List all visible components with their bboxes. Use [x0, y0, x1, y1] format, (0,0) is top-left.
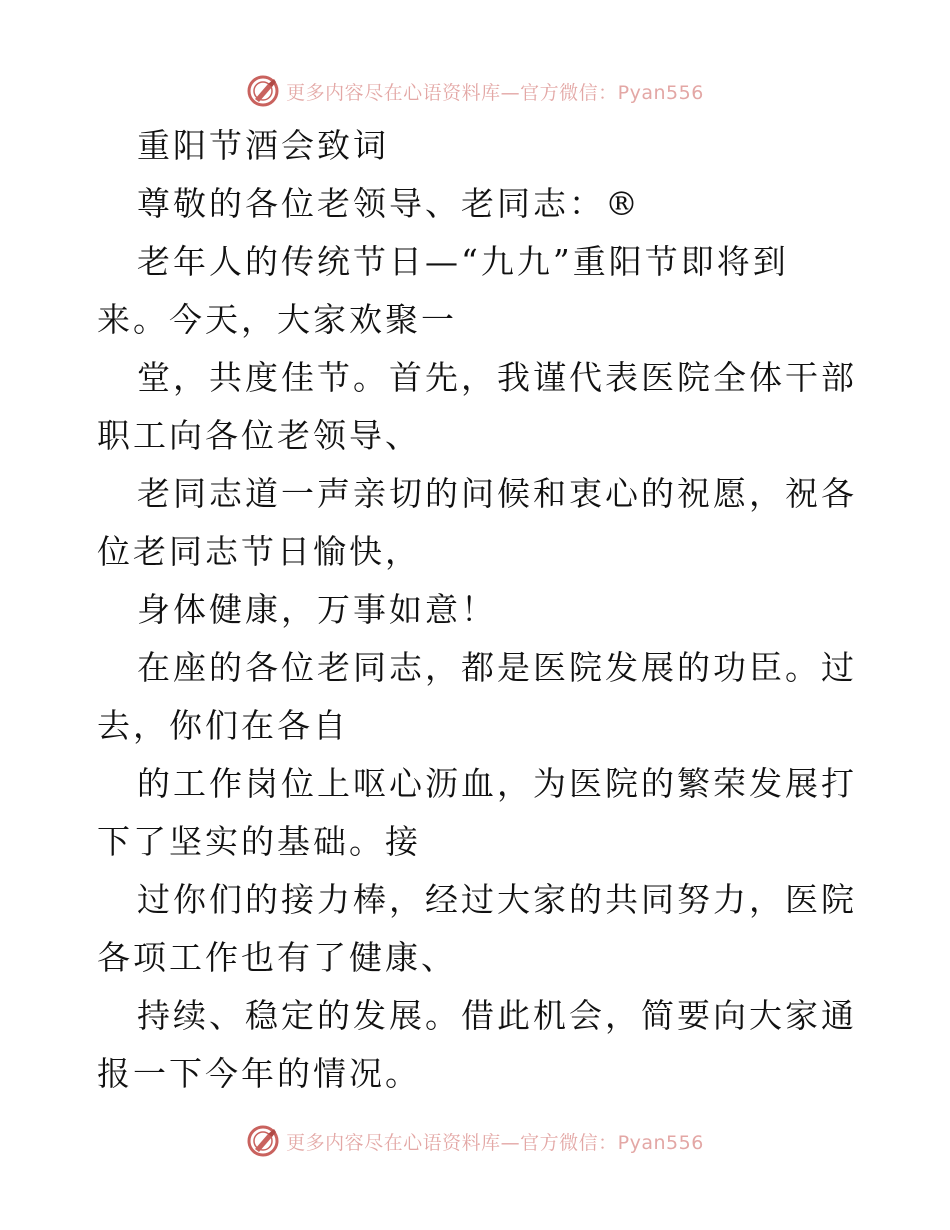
paragraph-line: 老年人的传统节日—“九九”重阳节即将到来。今天，大家欢聚一: [97, 242, 789, 339]
salutation: 尊敬的各位老领导、老同志：®: [137, 184, 641, 223]
document-body: [97, 117, 857, 1103]
pen-logo-icon: [246, 74, 280, 108]
header-watermark: [0, 71, 950, 111]
pen-logo-icon: [246, 1124, 280, 1158]
paragraph-line: 过你们的接力棒，经过大家的共同努力，医院各项工作也有了健康、: [97, 880, 857, 977]
paragraph-line: 身体健康，万事如意！: [137, 590, 497, 629]
paragraph-line: 堂，共度佳节。首先，我谨代表医院全体干部职工向各位老领导、: [97, 358, 857, 455]
document-title: 重阳节酒会致词: [137, 126, 389, 165]
watermark-text: 更多内容尽在心语资料库—官方微信：Pyan556: [286, 1131, 704, 1154]
paragraph-line: 的工作岗位上呕心沥血，为医院的繁荣发展打下了坚实的基础。接: [97, 764, 857, 861]
footer-watermark: [0, 1121, 950, 1161]
paragraph-line: 在座的各位老同志，都是医院发展的功臣。过去，你们在各自: [97, 648, 857, 745]
watermark-text: 更多内容尽在心语资料库—官方微信：Pyan556: [286, 81, 704, 104]
paragraph-line: 持续、稳定的发展。借此机会，简要向大家通报一下今年的情况。: [97, 996, 857, 1093]
paragraph-line: 老同志道一声亲切的问候和衷心的祝愿，祝各位老同志节日愉快，: [97, 474, 857, 571]
